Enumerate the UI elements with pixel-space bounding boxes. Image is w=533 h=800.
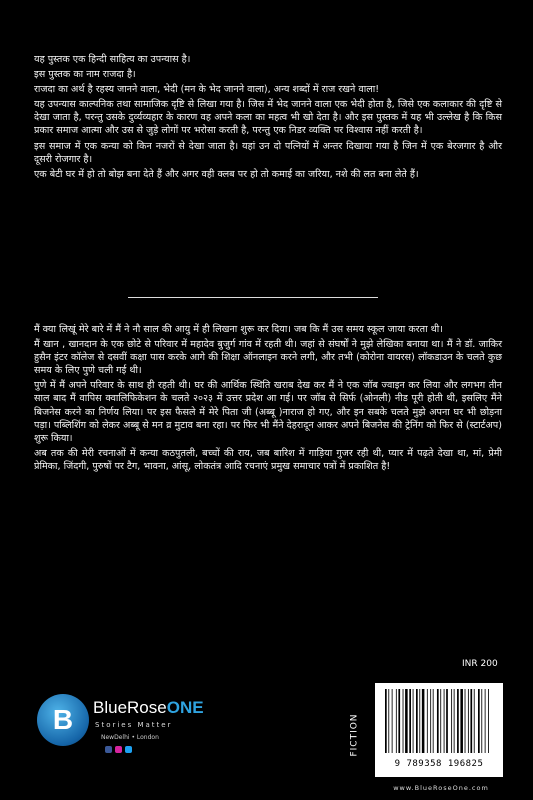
synopsis-paragraph: इस पुस्तक का नाम राजदा है। [34,69,136,81]
isbn-barcode [375,683,503,777]
synopsis-paragraph: यह उपन्यास काल्पनिक तथा सामाजिक दृष्टि से लिखा गया है। जिस में भेद जानने वाला एक भेदी होता है, जिसे एक कलाकार की दृष्टि से देखा जाता है, परन्तु उसके दुर्व्यव्यहार के कारण वह अपने कला का महत्व भी खो देता है। और इस पुस्तक में यह भी उल्लेख है कि किस प्रकार समाज आत्मा और उस से जुड़े लोगों पर भरोसा करती है, परन्तु एक निडर व्यक्ति पर विश्वास नहीं करती है। [34,99,502,137]
bio-paragraph: पुणे में मैं अपने परिवार के साथ ही रहती थी। घर की आर्थिक स्थिति खराब देख कर मैं ने एक जॉब ज्वाइन कर लिया और लगभग तीन साल बाद मैं वापिस क्वालिफिकेशन के चलते २०२३ में उत्तर प्रदेश आ गई। पर जॉब से सिर्फ (ओनली) नीड पूरी होती थी, इसलिए मैंने बिजनेस करने का निर्णय लिया। पर इस फैसले में मेरे पिता जी (अब्बू )नाराज हो गए, और इन सबके चलते मुझे अपना घर भी छोड़ना पड़ा। पब्लिशिंग को लेकर अब्बू से मन व्र मुटाव बना रहा। पर फिर भी मैंने देहरादून आकर अपने बिजनेस की ट्रेनिंग को फिर से (स्टार्टअप) शुरू किया। [34,380,502,444]
facebook-icon [105,746,112,753]
logo-letter: B [52,704,74,735]
barcode-icon [383,689,495,757]
genre-label [348,690,362,780]
publisher-name [93,698,204,718]
synopsis-paragraph: एक बेटी घर में हो तो बोझ बना देते हैं और अगर वही क्लब पर हो तो कमाई का जरिया, नशे की लत बना लेते हैं। [34,168,419,180]
publisher-name-accent: ONE [166,698,204,717]
section-divider [128,297,378,298]
isbn-number: 9 789358 196825 [394,759,484,769]
synopsis-paragraph: इस समाज में एक कन्या को किन नजरों से देखा जाता है। यहां उन दो पत्नियों में अन्तर दिखाया गया है जिन में एक बेरजगार है और दूसरी रोजगार है। [34,140,502,165]
instagram-icon [115,746,122,753]
book-synopsis [34,53,502,183]
publisher-locations: NewDelhi • London [101,734,159,741]
publisher-website: www.BlueRoseOne.com [393,784,489,792]
publisher-tagline: Stories Matter [95,721,173,729]
synopsis-paragraph: राजदा का अर्थ है रहस्य जानने वाला, भेदी (मन के भेद जानने वाला), अन्य शब्दों में राज रखने वाला! [34,84,380,96]
twitter-icon [125,746,132,753]
bio-paragraph: मैं क्या लिखूं मेरे बारे में मैं ने नौ साल की आयु में ही लिखना शुरू कर दिया। जब कि मैं उस समय स्कूल जाया करता थी। [34,324,443,335]
genre-text: FICTION [350,713,360,757]
author-bio [34,323,502,475]
bio-paragraph: अब तक की मेरी रचनाओं में कन्या कठपुतली, बच्चों की राय, जब बारिश में गाड़िया गुजर रही थी, प्यार में पढ़ते देखा था, मां, प्रेमी प्रेमिका, जिंदगी, पुरुषों पर टैग, भावना, आंसू, लोकतंत्र आदि रचनाएं प्रमुख समाचार पत्रों में प्रकाशित है! [34,447,502,472]
social-icons [105,745,133,753]
price-label: INR 200 [462,659,498,669]
publisher-name-main: BlueRose [93,698,167,717]
bio-paragraph: मैं खान , खानदान के एक छोटे से परिवार में महादेव बुजुर्ग गांव में रहती थी। जहां से संघर्षों ने मुझे लेखिका बनाया था। मैं ने डॉ. जाकिर हुसैन इंटर कॉलेज से दसवीं कक्षा पास करके आगे की शिक्षा ऑनलाइन करने लगी, और तभी (कोरोना वायरस) लॉकडाउन के चलते कुछ समय के लिए पुणे चली गई थी। [34,339,502,377]
publisher-logo [35,690,235,780]
synopsis-paragraph: यह पुस्तक एक हिन्दी साहित्य का उपन्यास है। [34,54,191,65]
